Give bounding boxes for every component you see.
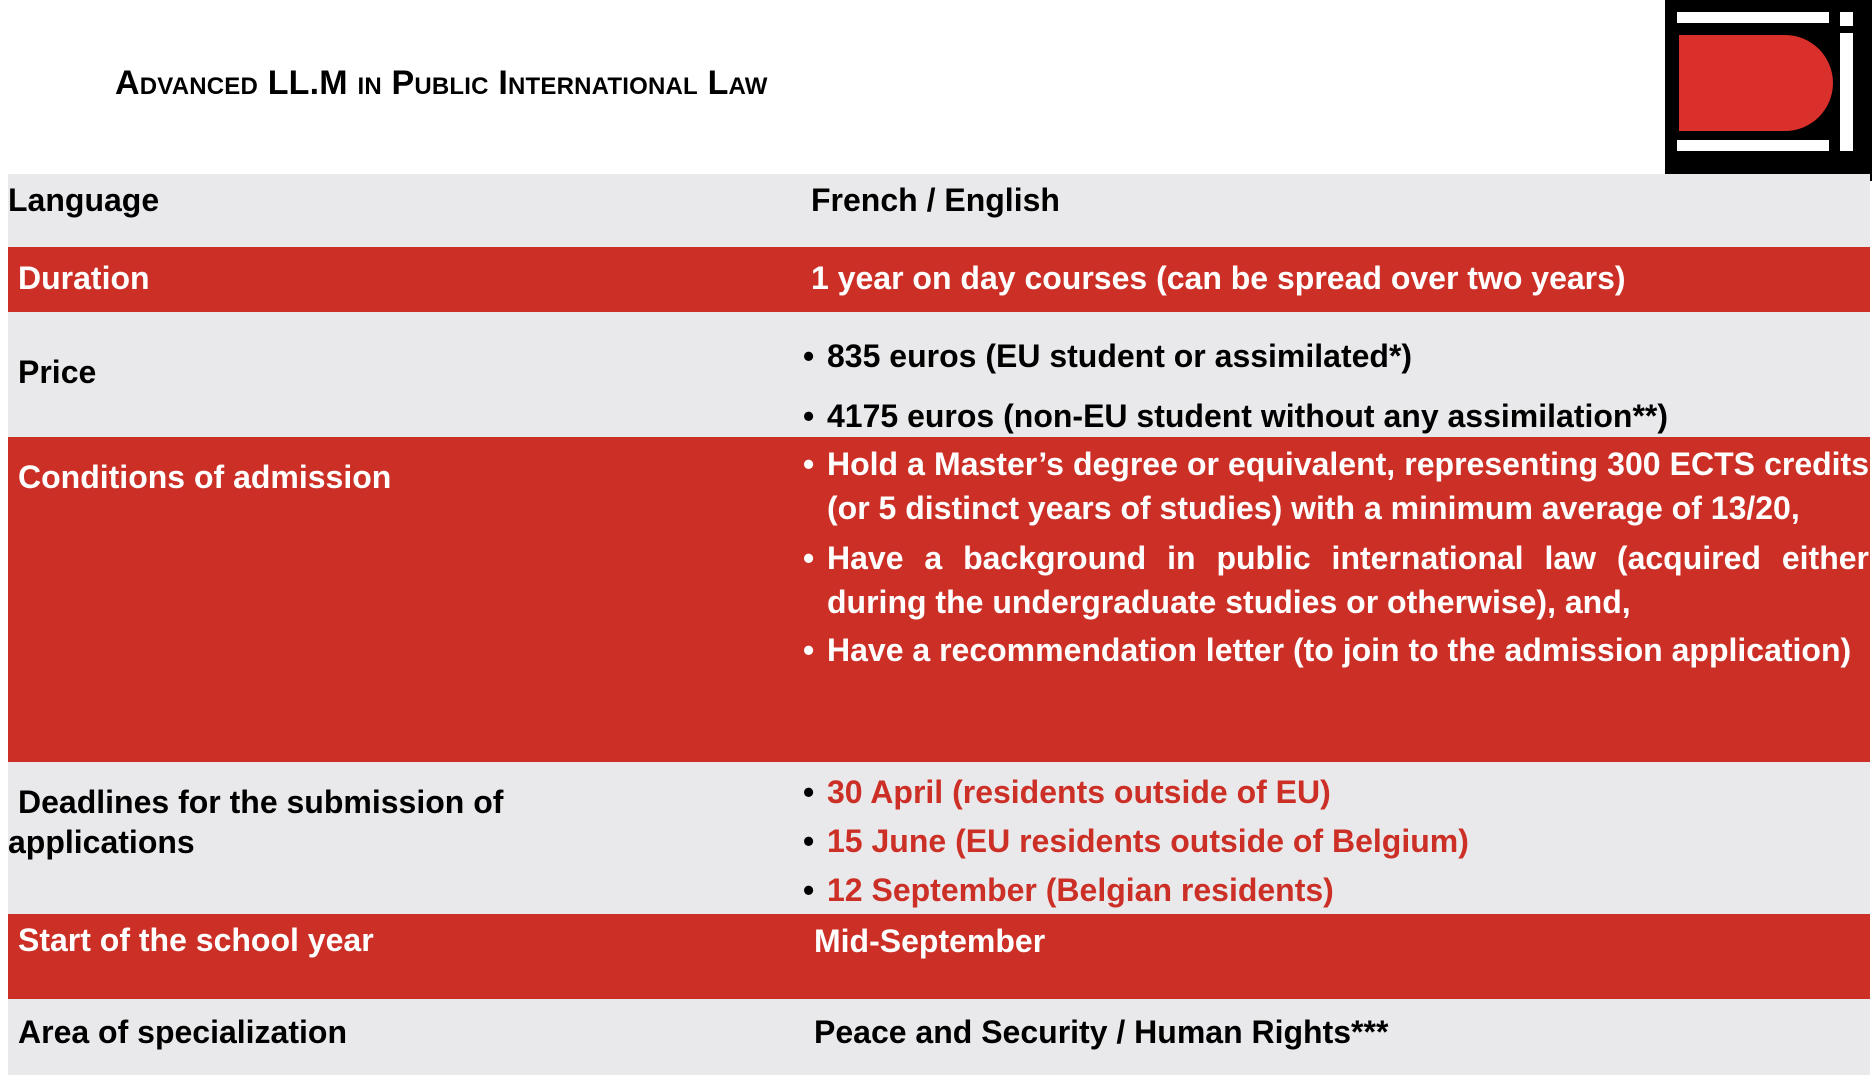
list-item: • 12 September (Belgian residents) [803, 872, 1334, 908]
row-admission [8, 437, 1870, 762]
language-label: Language [8, 182, 160, 218]
list-item: • 15 June (EU residents outside of Belgium) [803, 823, 1469, 859]
start-label: Start of the school year [18, 922, 374, 958]
list-item: • Hold a Master’s degree or equivalent, representing 300 ECTS credits (or 5 distinct years of studies) with a minimum average of 13/20, [803, 446, 1869, 526]
row-deadlines [8, 762, 1870, 914]
deadlines-label-line1: Deadlines for the submission of [18, 784, 504, 820]
specialization-label: Area of specialization [18, 1014, 347, 1050]
row-price [8, 312, 1870, 437]
price-label: Price [18, 354, 97, 390]
deadlines-list [803, 768, 1869, 915]
page-title: Advanced LL.M in Public International Law [115, 64, 768, 102]
list-item: • Have a background in public international law (acquired either during the undergraduate studies or otherwise), and, [803, 540, 1869, 620]
list-item: • 835 euros (EU student or assimilated*) [803, 338, 1413, 374]
specialization-value: Peace and Security / Human Rights*** [814, 1014, 1389, 1050]
admission-label: Conditions of admission [18, 459, 392, 495]
row-start [8, 914, 1870, 999]
deadlines-label-line2: applications [8, 824, 195, 860]
start-value: Mid-September [814, 923, 1046, 959]
row-duration [8, 247, 1870, 312]
admission-list [803, 442, 1869, 672]
row-specialization [8, 999, 1870, 1075]
duration-value: 1 year on day courses (can be spread over two years) [811, 260, 1626, 296]
row-language [8, 174, 1870, 247]
list-item: • 30 April (residents outside of EU) [803, 774, 1331, 810]
duration-label: Duration [18, 260, 150, 296]
language-value: French / English [811, 182, 1060, 218]
list-item: • Have a recommendation letter (to join to the admission application) [803, 632, 1852, 668]
list-item: • 4175 euros (non-EU student without any assimilation**) [803, 398, 1669, 434]
institution-logo-icon [1665, 0, 1872, 181]
price-list [803, 326, 1869, 446]
